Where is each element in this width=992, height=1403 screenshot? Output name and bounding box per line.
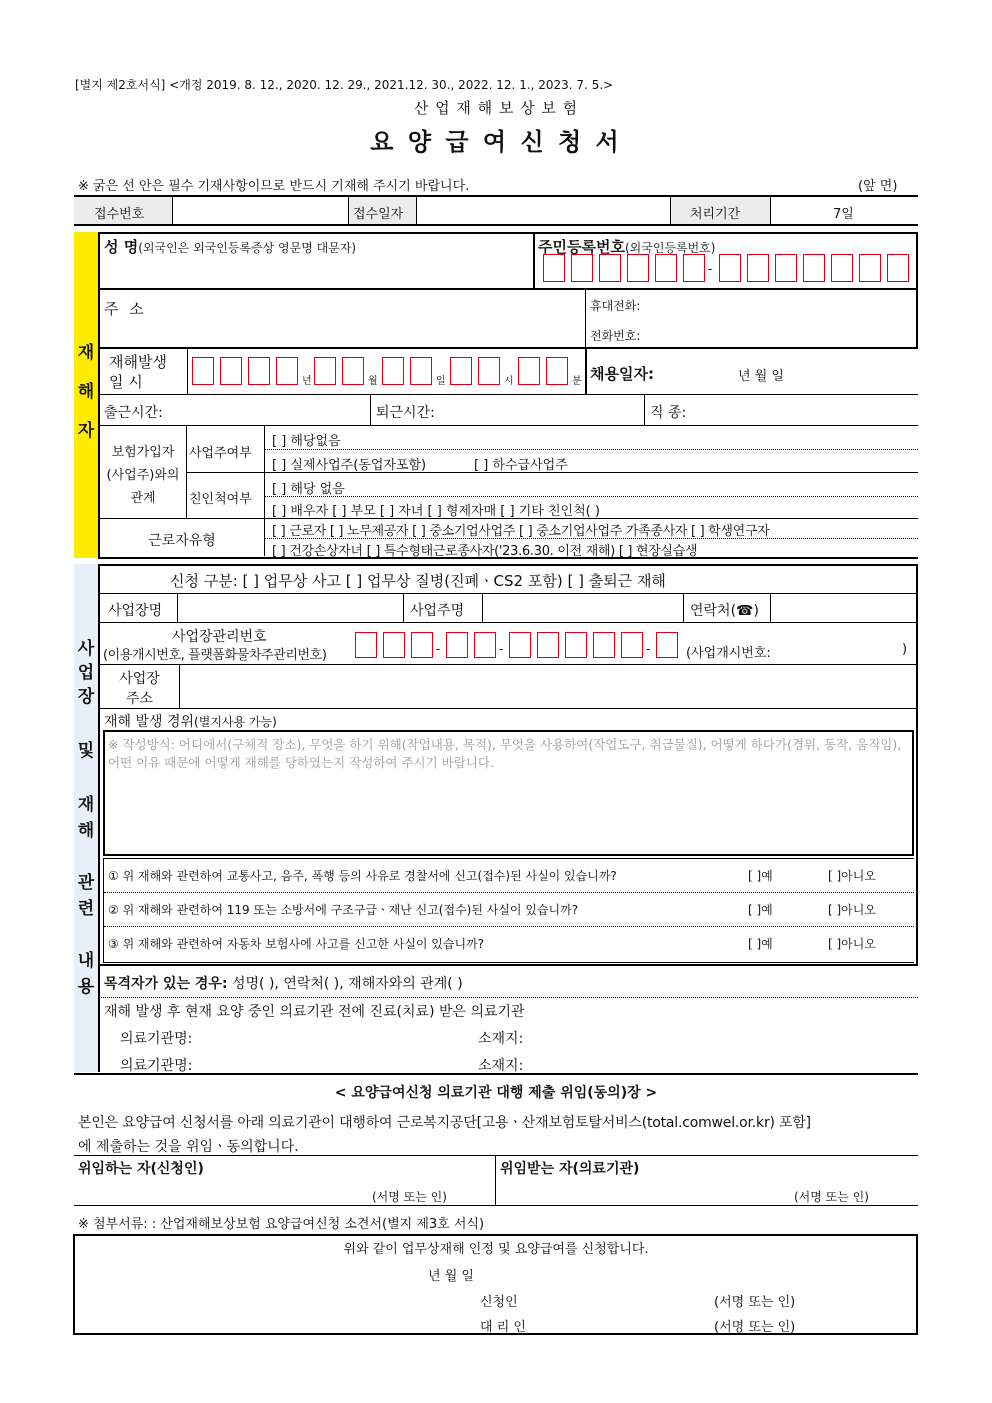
relation-label: 보험가입자 bbox=[111, 445, 175, 460]
delegatee-sign[interactable]: (서명 또는 인) bbox=[794, 1190, 869, 1204]
start-number-label: (사업개시번호: bbox=[686, 646, 771, 661]
unit-hour: 시 bbox=[504, 376, 514, 387]
application-type[interactable]: 신청 구분: [ ] 업무상 사고 [ ] 업무상 질병(진폐ㆍCS2 포함) [ ] 출퇴근 재해 bbox=[170, 572, 666, 590]
address-label: 주 소 bbox=[104, 300, 147, 318]
receipt-date-label: 접수일자 bbox=[353, 207, 404, 222]
name-label: 성 명(외국인은 외국인등록증상 영문명 대문자) bbox=[104, 238, 357, 256]
employer-option-none[interactable]: [ ] 해당없음 bbox=[272, 434, 341, 449]
delegatee-label: 위임받는 자(의료기관) bbox=[500, 1161, 640, 1177]
hire-date-ymd: 년 월 일 bbox=[738, 369, 784, 384]
witness-row[interactable]: 목격자가 있는 경우: 성명( ), 연락처( ), 재해자와의 관계( ) bbox=[104, 976, 463, 992]
kinship-options[interactable]: [ ] 배우자 [ ] 부모 [ ] 자녀 [ ] 형제자매 [ ] 기타 친인척( ) bbox=[272, 504, 600, 519]
start-number-close: ) bbox=[902, 642, 908, 657]
accident-guide-text: ※ 작성방식: 어디에서(구체적 장소), 무엇을 하기 위해(작업내용, 목적), 무엇을 사용하여(작업도구, 취급물질), 어떻게 하다가(경위, 동작, 움직임), 어떤 이유 때문에 어떻게 재해를 당하였는지 작성하여 주시기 바랍니다. bbox=[108, 737, 902, 770]
worker-type-options-1[interactable]: [ ] 근로자 [ ] 노무제공자 [ ] 중소기업사업주 [ ] 중소기업사업주 가족종사자 [ ] 학생연구자 bbox=[272, 524, 770, 539]
q1-no[interactable]: [ ]아니오 bbox=[828, 869, 876, 883]
processing-period-label: 처리기간 bbox=[690, 207, 741, 222]
mgmt-separator: - bbox=[646, 642, 651, 656]
hospital-name-label: 의료기관명: bbox=[120, 1031, 193, 1047]
statement: 위와 같이 업무상재해 인정 및 요양급여를 신청합니다. bbox=[343, 1242, 649, 1257]
workplace-address-label: 사업장 bbox=[119, 671, 160, 687]
hospital-location-label-2: 소재지: bbox=[478, 1058, 524, 1074]
q2-no[interactable]: [ ]아니오 bbox=[828, 903, 876, 917]
employer-option-subcontract[interactable]: [ ] 하수급사업주 bbox=[474, 458, 568, 473]
workplace-name-label: 사업장명 bbox=[108, 603, 163, 619]
question-police: ① 위 재해와 관련하여 교통사고, 음주, 폭행 등의 사유로 경찰서에 신고(접수)된 사실이 있습니까? bbox=[108, 869, 617, 883]
hospital-location-label: 소재지: bbox=[478, 1031, 524, 1047]
phone-label: 전화번호: bbox=[590, 329, 641, 343]
hospital-name-label-2: 의료기관명: bbox=[120, 1058, 193, 1074]
job-type-label: 직 종: bbox=[650, 405, 687, 421]
applicant-sign[interactable]: (서명 또는 인) bbox=[714, 1295, 796, 1310]
page-title: 요 양 급 여 신 청 서 bbox=[370, 128, 622, 156]
processing-period-value: 7일 bbox=[833, 207, 854, 222]
contact-label: 연락처(☎) bbox=[690, 603, 759, 619]
q3-no[interactable]: [ ]아니오 bbox=[828, 937, 876, 951]
rrn-separator: - bbox=[708, 262, 713, 276]
kinship-label: 친인척여부 bbox=[189, 492, 252, 507]
delegator-label: 위임하는 자(신청인) bbox=[78, 1161, 204, 1177]
accident-process-label: 재해 발생 경위(별지사용 가능) bbox=[104, 714, 277, 730]
question-119: ② 위 재해와 관련하여 119 또는 소방서에 구조구급ㆍ재난 신고(접수)된 사실이 있습니까? bbox=[108, 903, 579, 917]
question-insurance: ③ 위 재해와 관련하여 자동차 보험사에 사고를 신고한 사실이 있습니까? bbox=[108, 937, 485, 951]
worker-type-label: 근로자유형 bbox=[148, 533, 216, 549]
unit-year: 년 bbox=[302, 376, 312, 387]
receipt-no-label: 접수번호 bbox=[94, 207, 145, 222]
delegator-sign[interactable]: (서명 또는 인) bbox=[372, 1190, 447, 1204]
required-notice: ※ 굵은 선 안은 필수 기재사항이므로 반드시 기재해 주시기 바랍니다. bbox=[78, 179, 470, 194]
relation-label-3: 관계 bbox=[130, 491, 156, 506]
mgmt-separator: - bbox=[436, 642, 441, 656]
q1-yes[interactable]: [ ]예 bbox=[748, 869, 773, 883]
delegation-title: < 요양급여신청 의료기관 대행 제출 위임(동의)장 > bbox=[334, 1085, 658, 1101]
form-number: [별지 제2호서식] <개정 2019. 8. 12., 2020. 12. 29., 2021.12. 30., 2022. 12. 1., 2023. 7. 5.> bbox=[75, 78, 614, 92]
q2-yes[interactable]: [ ]예 bbox=[748, 903, 773, 917]
unit-minute: 분 bbox=[572, 376, 582, 387]
prior-care-label: 재해 발생 후 현재 요양 중인 의료기관 전에 진료(치료) 받은 의료기관 bbox=[104, 1004, 525, 1020]
worker-type-options-2[interactable]: [ ] 건강손상자녀 [ ] 특수형태근로종사자('23.6.30. 이전 재해) [ ] 현장실습생 bbox=[272, 544, 698, 559]
kinship-option-none[interactable]: [ ] 해당 없음 bbox=[272, 482, 345, 497]
attachments: ※ 첨부서류: : 산업재해보상보험 요양급여신청 소견서(별지 제3호 서식) bbox=[78, 1217, 485, 1232]
relation-label-2: (사업주)와의 bbox=[106, 468, 180, 483]
employer-status-label: 사업주여부 bbox=[189, 446, 252, 461]
rrn-label: 주민등록번호(외국인등록번호) bbox=[538, 238, 716, 256]
form-subtitle: 산 업 재 해 보 상 보 험 bbox=[413, 99, 579, 117]
unit-month: 월 bbox=[368, 376, 378, 387]
delegation-body-2: 에 제출하는 것을 위임ㆍ동의합니다. bbox=[78, 1139, 299, 1155]
mgmt-number-label: 사업장관리번호 bbox=[172, 629, 267, 645]
section-victim-label: 재 해 자 bbox=[77, 343, 95, 442]
hire-date-label: 채용일자: bbox=[590, 365, 654, 383]
employer-name-label: 사업주명 bbox=[410, 603, 465, 619]
applicant-label: 신청인 bbox=[480, 1295, 518, 1310]
agent-sign[interactable]: (서명 또는 인) bbox=[714, 1320, 796, 1335]
agent-label: 대 리 인 bbox=[480, 1320, 526, 1335]
accident-datetime-label: 재해발생 bbox=[109, 353, 167, 371]
accident-datetime-label-2: 일 시 bbox=[109, 373, 143, 391]
unit-day: 일 bbox=[436, 376, 446, 387]
page-side: (앞 면) bbox=[858, 179, 898, 194]
delegation-body-1: 본인은 요양급여 신청서를 아래 의료기관이 대행하여 근로복지공단[고용ㆍ산재보험토탈서비스(total.comwel.or.kr) 포함] bbox=[78, 1115, 811, 1131]
mgmt-separator: - bbox=[499, 642, 504, 656]
commute-end-label: 퇴근시간: bbox=[376, 405, 435, 421]
statement-date[interactable]: 년 월 일 bbox=[428, 1269, 474, 1284]
mobile-label: 휴대전화: bbox=[590, 299, 641, 313]
q3-yes[interactable]: [ ]예 bbox=[748, 937, 773, 951]
workplace-address-label-2: 주소 bbox=[125, 691, 154, 707]
mgmt-number-note: (이용개시번호, 플랫폼화물차주관리번호) bbox=[103, 648, 327, 663]
employer-option-actual[interactable]: [ ] 실제사업주(동업자포함) bbox=[272, 458, 427, 473]
commute-start-label: 출근시간: bbox=[104, 405, 163, 421]
